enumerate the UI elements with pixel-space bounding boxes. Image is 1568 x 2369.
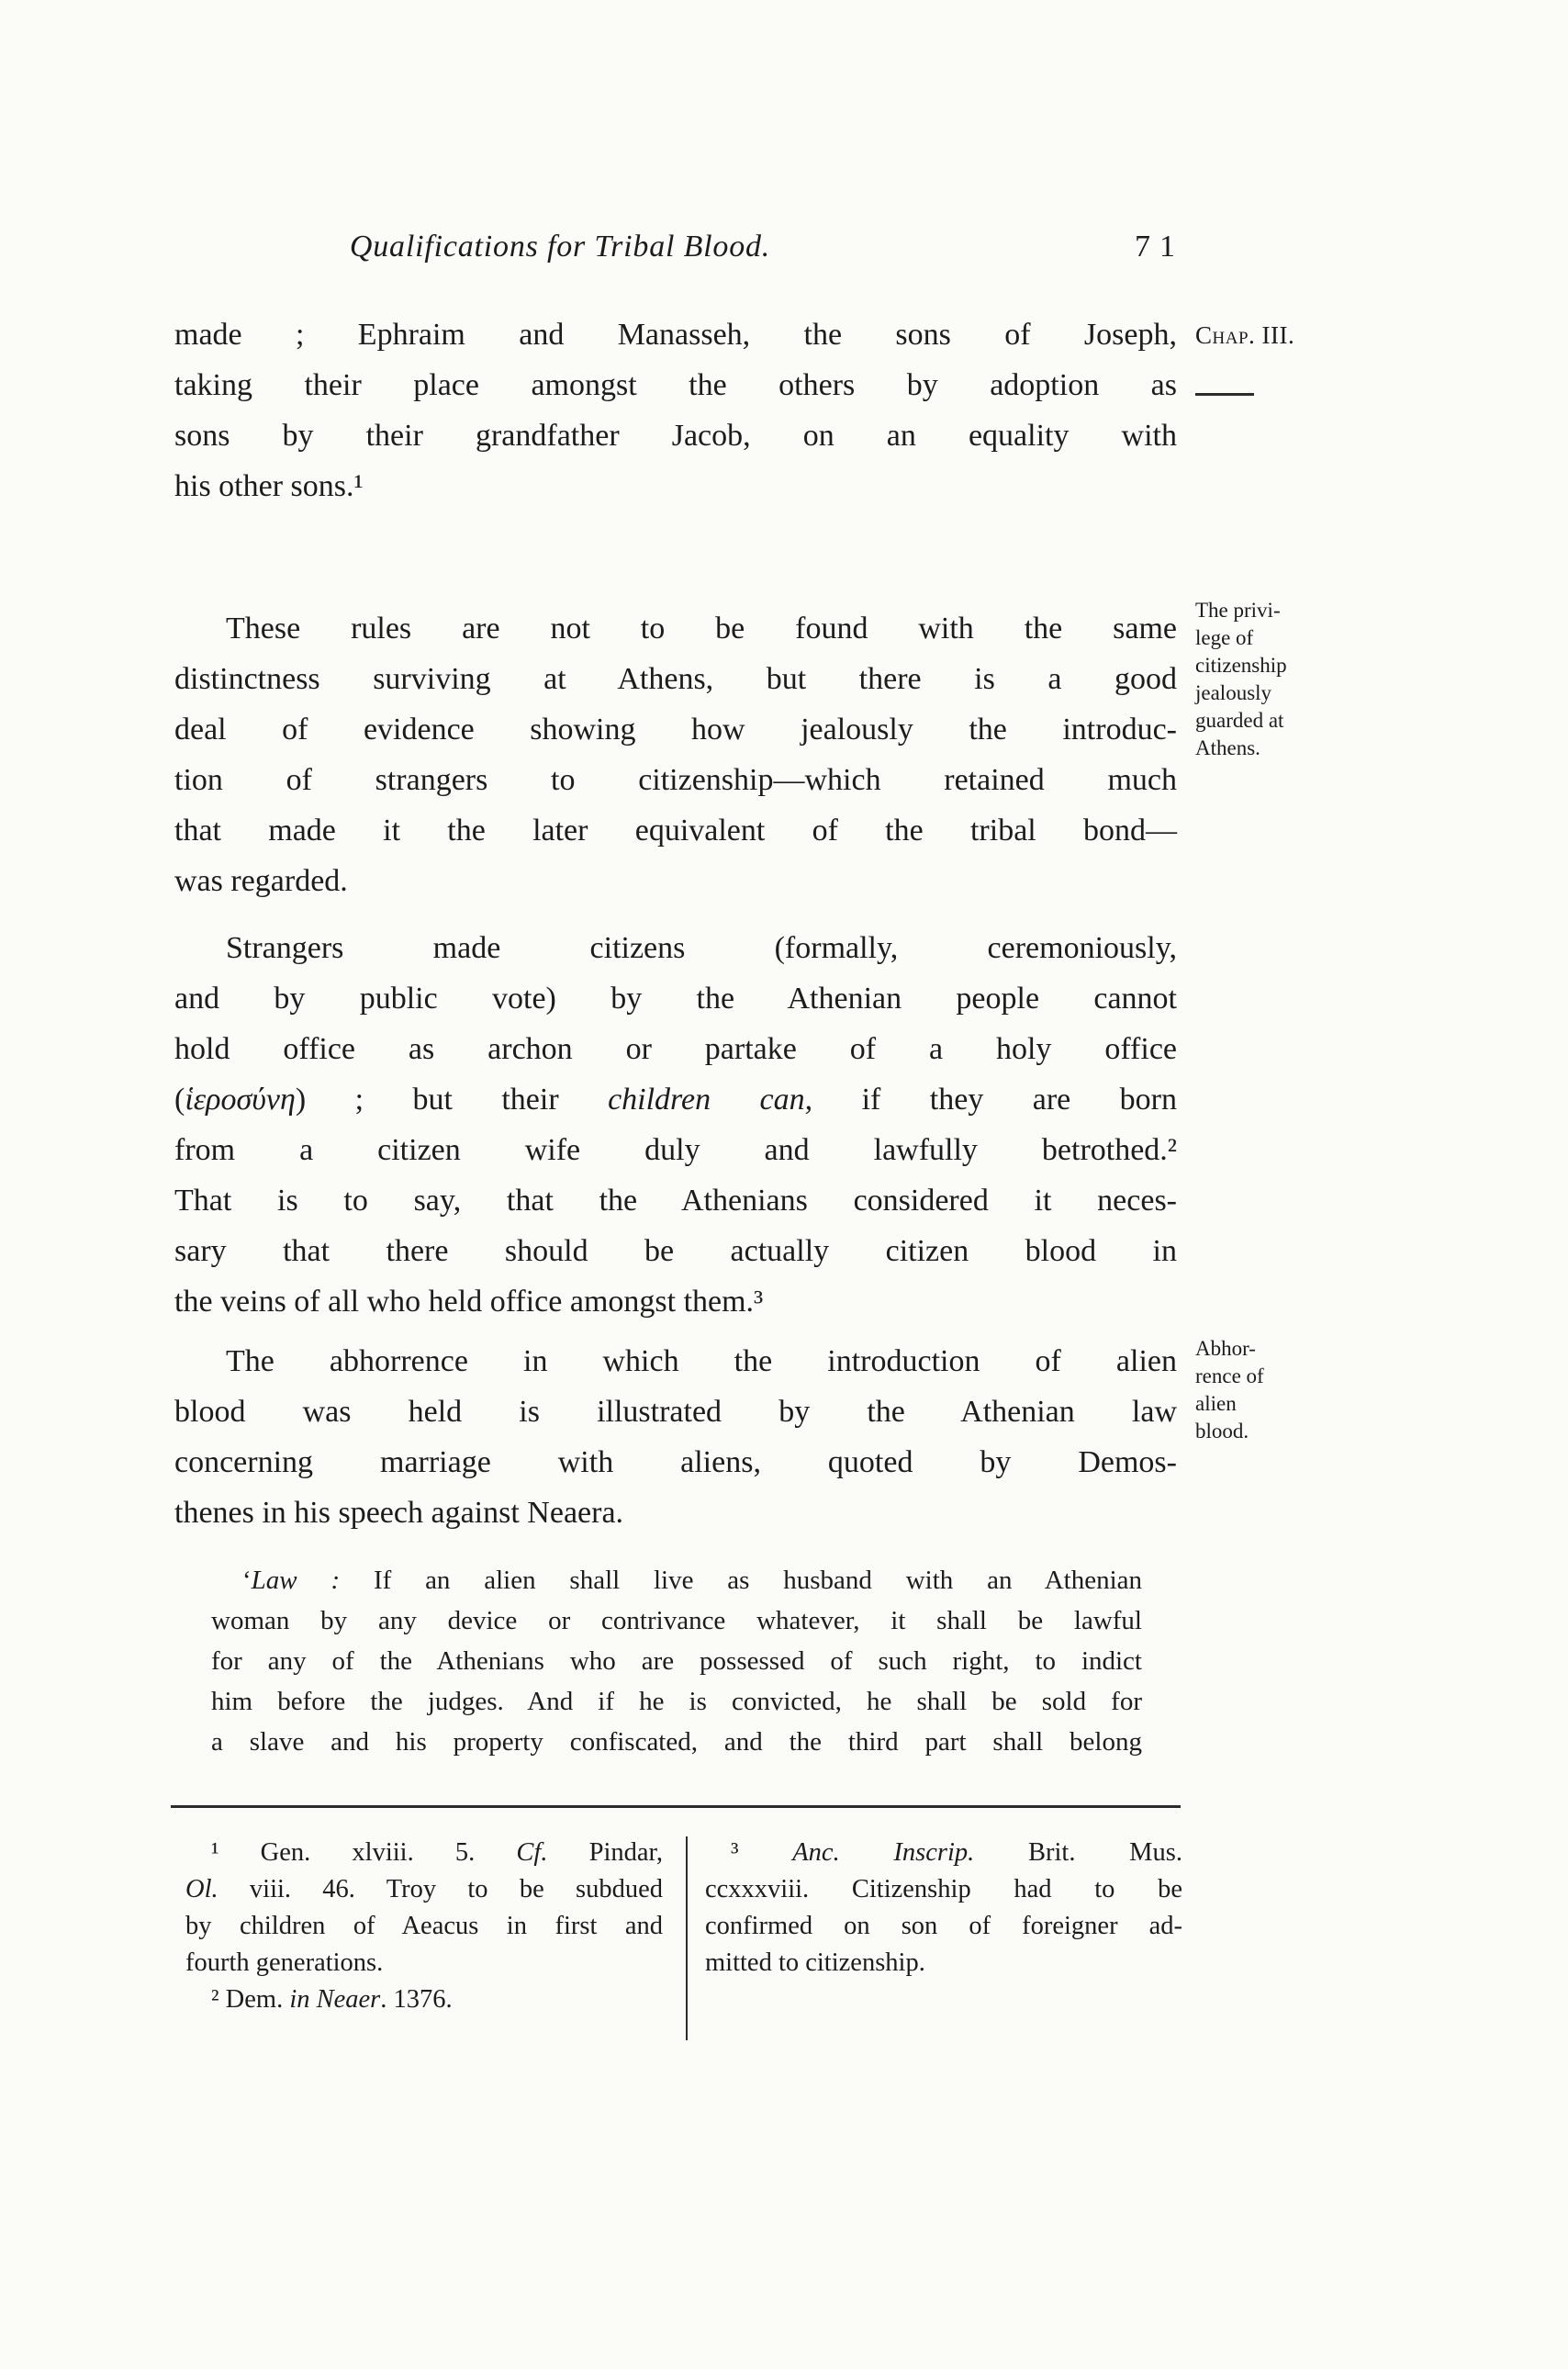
text-line: ¹ Gen. xlviii. 5. Cf. Pindar, <box>211 1838 663 1867</box>
text-line: was regarded. <box>174 864 348 898</box>
text-line: tion of strangers to citizenship—which retained much <box>174 763 1177 797</box>
text-line: woman by any device or contrivance whatever, it shall be lawful <box>211 1606 1142 1635</box>
text-line: Strangers made citizens (formally, ceremoniously, <box>226 931 1177 965</box>
text-line: guarded at <box>1195 709 1284 732</box>
text-line: fourth generations. <box>185 1948 384 1977</box>
paragraph-strangers-citizens <box>174 923 1177 1327</box>
page-number: 71 <box>1135 230 1184 264</box>
paragraph-rules-athens <box>174 603 1177 906</box>
text-line: for any of the Athenians who are possessed of such right, to indict <box>211 1646 1142 1676</box>
text-line: taking their place amongst the others by adoption as <box>174 368 1177 402</box>
main-text-column <box>174 309 1177 1762</box>
text-line: These rules are not to be found with the same <box>226 612 1177 646</box>
footnote-left-column <box>185 1835 663 2018</box>
text-line: alien <box>1195 1392 1237 1415</box>
text-line: sary that there should be actually citizen blood in <box>174 1234 1177 1268</box>
text-line: jealously <box>1195 681 1272 704</box>
text-line: made ; Ephraim and Manasseh, the sons of Joseph, <box>174 318 1177 352</box>
text-line: deal of evidence showing how jealously the introduc- <box>174 713 1177 747</box>
text-line: The abhorrence in which the introduction of alien <box>226 1344 1177 1378</box>
text-line: by children of Aeacus in first and <box>185 1912 663 1940</box>
text-line: hold office as archon or partake of a holy office <box>174 1032 1177 1066</box>
text-line: lege of <box>1195 626 1254 649</box>
text-line: mitted to citizenship. <box>705 1948 925 1977</box>
text-line: rence of <box>1195 1364 1264 1387</box>
text-line: a slave and his property confiscated, and the third part shall belong <box>211 1727 1142 1757</box>
text-line: ‘Law : If an alien shall live as husband with an Athenian <box>242 1566 1142 1595</box>
text-line: ² Dem. in Neaer. 1376. <box>211 1985 453 2014</box>
law-quote-block <box>211 1560 1142 1762</box>
footnote-2 <box>185 1982 663 2018</box>
footnote-rule <box>171 1805 1181 1808</box>
text-line: his other sons.¹ <box>174 469 364 503</box>
text-line: Abhor- <box>1195 1337 1256 1360</box>
text-line: and by public vote) by the Athenian people cannot <box>174 982 1177 1016</box>
text-line: confirmed on son of foreigner ad- <box>705 1912 1182 1940</box>
text-line: sons by their grandfather Jacob, on an equality with <box>174 419 1177 453</box>
text-line: from a citizen wife duly and lawfully betrothed.² <box>174 1133 1177 1167</box>
text-line: thenes in his speech against Neaera. <box>174 1496 624 1530</box>
paragraph-abhorrence <box>174 1336 1177 1538</box>
text-line: ³ Anc. Inscrip. Brit. Mus. <box>731 1838 1182 1867</box>
footnote-1 <box>185 1835 663 1982</box>
text-line: citizenship <box>1195 654 1287 677</box>
chapter-rule <box>1195 393 1254 396</box>
paragraph-continuation <box>174 309 1177 511</box>
margin-note-privilege <box>1195 597 1406 762</box>
footnote-3 <box>705 1835 1182 1982</box>
text-line: that made it the later equivalent of the tribal bond— <box>174 814 1177 848</box>
text-line: (ἱεροσύνη) ; but their children can, if they are born <box>174 1083 1178 1117</box>
text-line: blood. <box>1195 1420 1249 1443</box>
text-line: the veins of all who held office amongst them.³ <box>174 1285 764 1319</box>
text-line: distinctness surviving at Athens, but there is a good <box>174 662 1177 696</box>
footnote-right-column <box>705 1835 1182 1982</box>
text-line: The privi- <box>1195 599 1281 622</box>
text-line: That is to say, that the Athenians considered it neces- <box>174 1184 1177 1218</box>
text-line: concerning marriage with aliens, quoted by Demos- <box>174 1445 1177 1479</box>
margin-note-chapter: Chap. III. <box>1195 321 1295 349</box>
text-line: Ol. viii. 46. Troy to be subdued <box>185 1875 663 1903</box>
text-line: Athens. <box>1195 736 1260 759</box>
text-line: him before the judges. And if he is convicted, he shall be sold for <box>211 1687 1142 1716</box>
text-line: blood was held is illustrated by the Athenian law <box>174 1395 1177 1429</box>
footnote-column-divider <box>686 1836 688 2040</box>
text-line: ccxxxviii. Citizenship had to be <box>705 1875 1182 1903</box>
running-header-title: Qualifications for Tribal Blood. <box>349 230 771 264</box>
margin-note-abhorrence <box>1195 1335 1406 1445</box>
